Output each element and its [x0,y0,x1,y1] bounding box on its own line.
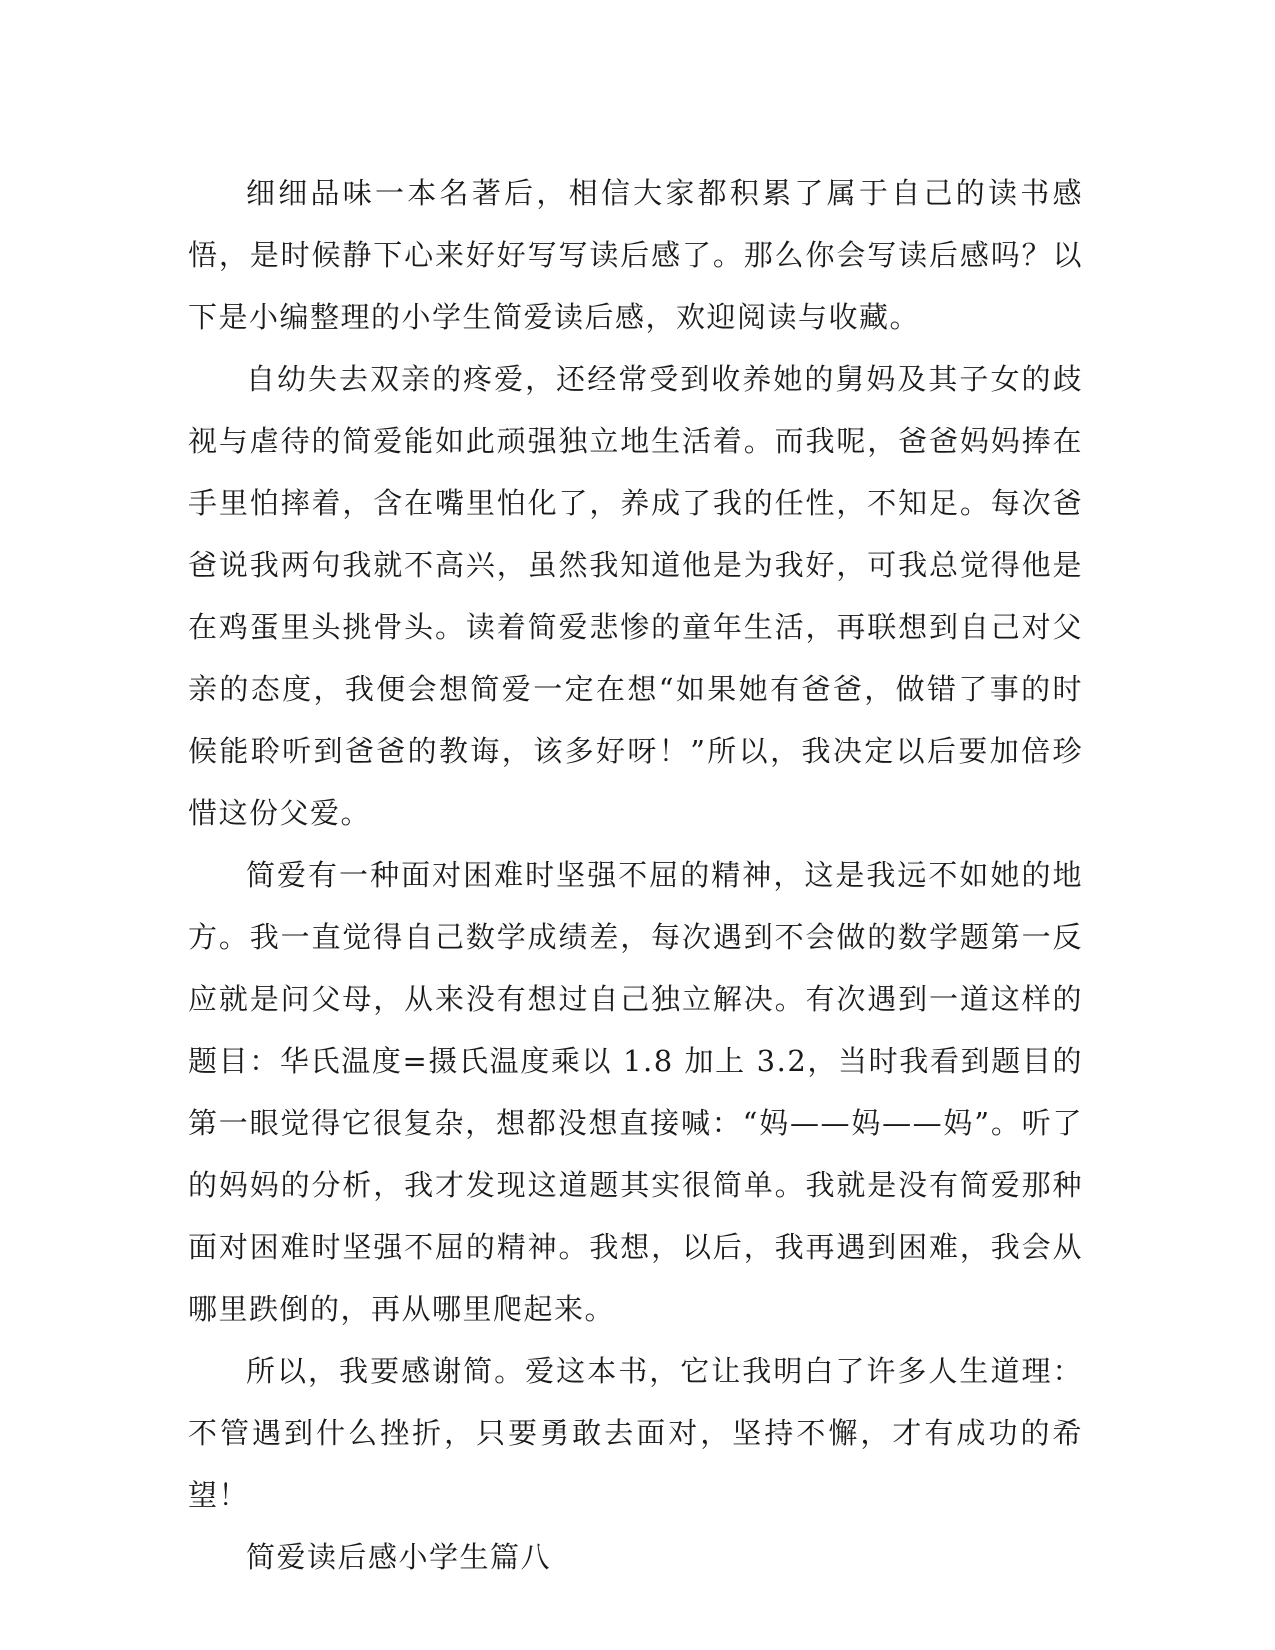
paragraph-intro: 细细品味一本名著后，相信大家都积累了属于自己的读书感悟，是时候静下心来好好写写读后感了。那么你会写读后感吗？以下是小编整理的小学生简爱读后感，欢迎阅读与收藏。 [188,176,1083,334]
paragraph-childhood: 自幼失去双亲的疼爱，还经常受到收养她的舅妈及其子女的歧视与虐待的简爱能如此顽强独立地生活着。而我呢，爸爸妈妈捧在手里怕摔着，含在嘴里怕化了，养成了我的任性，不知足。每次爸爸说我两句我就不高兴，虽然我知道他是为我好，可我总觉得他是在鸡蛋里头挑骨头。读着简爱悲惨的童年生活，再联想到自己对父亲的态度，我便会想简爱一定在想“如果她有爸爸，做错了事的时候能聆听到爸爸的教诲，该多好呀！”所以，我决定以后要加倍珍惜这份父爱。 [188,362,1083,830]
document-body [188,162,1083,1588]
paragraph-perseverance: 简爱有一种面对困难时坚强不屈的精神，这是我远不如她的地方。我一直觉得自己数学成绩差，每次遇到不会做的数学题第一反应就是问父母，从来没有想过自己独立解决。有次遇到一道这样的题目：华氏温度=摄氏温度乘以 1.8 加上 3.2，当时我看到题目的第一眼觉得它很复杂，想都没想直接喊：“妈——妈——妈”。听了的妈妈的分析，我才发现这道题其实很简单。我就是没有简爱那种面对困难时坚强不屈的精神。我想，以后，我再遇到困难，我会从哪里跌倒的，再从哪里爬起来。 [188,858,1083,1326]
section-heading: 简爱读后感小学生篇八 [246,1540,552,1574]
paragraph-conclusion: 所以，我要感谢简。爱这本书，它让我明白了许多人生道理：不管遇到什么挫折，只要勇敢去面对，坚持不懈，才有成功的希望！ [188,1354,1083,1512]
